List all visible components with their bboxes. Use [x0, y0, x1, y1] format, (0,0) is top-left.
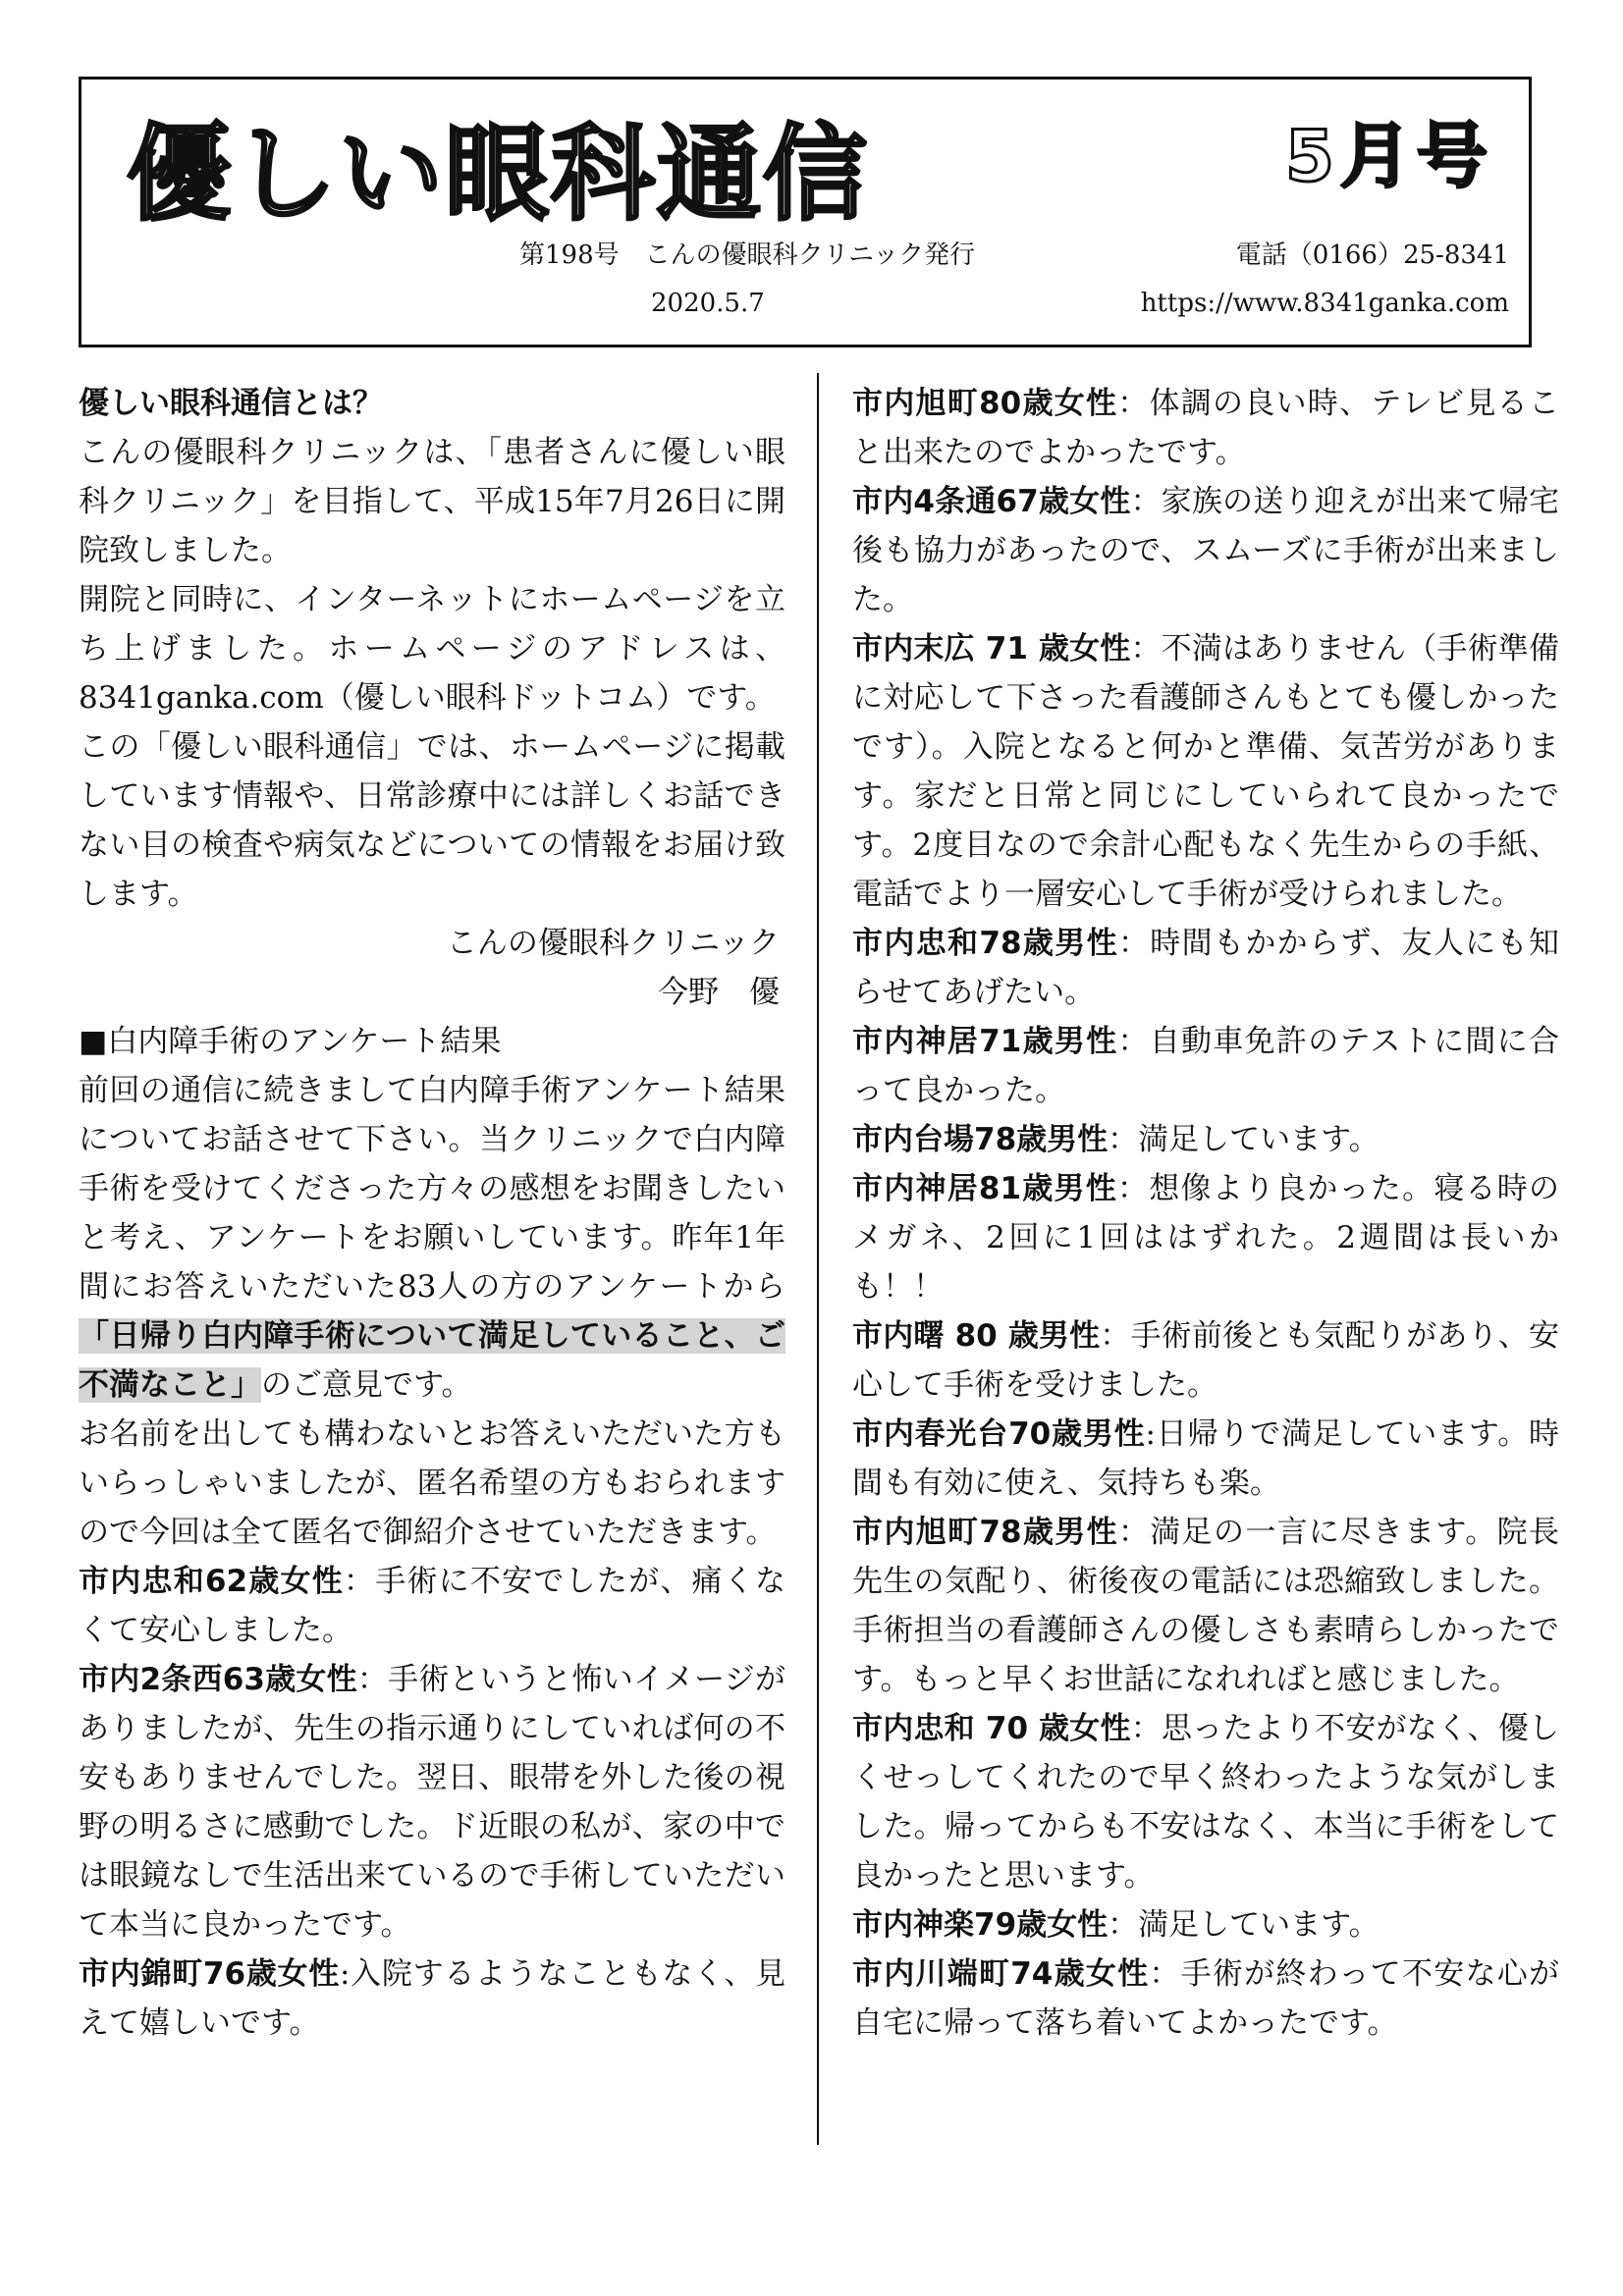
- respondent: 市内末広 71 歳女性: [852, 631, 1131, 667]
- respondent: 市内錦町76歳女性: [79, 1956, 340, 1992]
- response-text: ：不満はありません（手術準備に対応して下さった看護師さんもとても優しかったです）。入院となると何かと準備、気苦労があります。家だと日常と同じにしていられて良かったです。2度目なので余計心配もなく先生からの手紙、電話でより一層安心して手術が受けられました。: [852, 631, 1559, 912]
- respondent: 市内台場78歳男性: [852, 1122, 1109, 1157]
- masthead: [79, 77, 1532, 347]
- response-text: ：手術前後とも気配りがあり、安心して手術を受けました。: [852, 1318, 1559, 1403]
- phone-number: 電話（0166）25-8341: [1235, 240, 1509, 270]
- response-item: [79, 1557, 785, 1655]
- response-item: [852, 1704, 1559, 1900]
- respondent: 市内忠和78歳男性: [852, 926, 1118, 961]
- signature-clinic: こんの優眼科クリニック: [446, 926, 780, 961]
- intro-paragraph: こんの優眼科クリニックは、「患者さんに優しい眼科クリニック」を目指して、平成15年7月26日に開院致しました。: [79, 435, 785, 568]
- response-text: ：手術に不安でしたが、痛くなくて安心しました。: [79, 1564, 786, 1648]
- response-item: [852, 1949, 1559, 2048]
- response-item: [852, 1164, 1559, 1311]
- response-text: :日帰りで満足しています。時間も有効に使え、気持ちも楽。: [852, 1416, 1560, 1501]
- response-text: ：満足しています。: [1108, 1907, 1380, 1943]
- response-item: [79, 1949, 785, 2048]
- column-divider: [817, 373, 819, 2145]
- response-item: [79, 1655, 785, 1949]
- respondent: 市内旭町78歳男性: [852, 1515, 1118, 1550]
- survey-paragraph: お名前を出しても構わないとお答えいただいた方もいらっしゃいましたが、匿名希望の方もおられますので今回は全て匿名で御紹介させていただきます。: [79, 1416, 785, 1550]
- response-text: ：体調の良い時、テレビ見ること出来たのでよかったです。: [852, 386, 1559, 470]
- response-item: [852, 1900, 1559, 1949]
- respondent: 市内忠和62歳女性: [79, 1564, 344, 1599]
- left-column: [79, 379, 785, 2048]
- response-item: [852, 1311, 1559, 1410]
- response-item: [852, 624, 1559, 919]
- response-item: [852, 477, 1559, 624]
- respondent: 市内神楽79歳女性: [852, 1907, 1109, 1943]
- respondent: 市内2条西63歳女性: [79, 1662, 357, 1697]
- survey-paragraph: [79, 1066, 785, 1410]
- issue-date: 2020.5.7: [651, 289, 765, 318]
- intro-paragraph: この「優しい眼科通信」では、ホームページに掲載しています情報や、日常診療中には詳しくお話できない目の検査や病気などについての情報をお届け致します。: [79, 729, 785, 912]
- survey-text: 前回の通信に続きまして白内障手術アンケート結果についてお話させて下さい。当クリニックで白内障手術を受けてくださった方々の感想をお聞きしたいと考え、アンケートをお願いしています。昨年1年間にお答えいただいた83人の方のアンケートから: [79, 1073, 785, 1305]
- right-column: [852, 379, 1559, 2048]
- response-item: [852, 1508, 1559, 1704]
- response-text: ：手術が終わって不安な心が自宅に帰って落ち着いてよかったです。: [852, 1956, 1559, 2041]
- response-text: ：自動車免許のテストに間に合って良かった。: [852, 1024, 1559, 1108]
- response-text: ：満足しています。: [1108, 1122, 1380, 1157]
- response-text: ：家族の送り迎えが出来て帰宅後も協力があったので、スムーズに手術が出来ました。: [852, 484, 1559, 617]
- response-item: [852, 379, 1559, 477]
- survey-text: のご意見です。: [261, 1367, 472, 1403]
- response-text: :入院するようなこともなく、見えて嬉しいです。: [79, 1956, 785, 2041]
- response-item: [852, 919, 1559, 1017]
- response-text: ：想像より良かった。寝る時のメガネ、2回に1回ははずれた。2週間は長いかも！！: [852, 1171, 1560, 1305]
- response-item: [852, 1017, 1559, 1115]
- respondent: 市内神居71歳男性: [852, 1024, 1118, 1059]
- respondent: 市内旭町80歳女性: [852, 386, 1118, 421]
- intro-paragraph: 開院と同時に、インターネットにホームページを立ち上げました。ホームページのアドレスは、8341ganka.com（優しい眼科ドットコム）です。: [79, 582, 785, 716]
- response-item: [852, 1410, 1559, 1508]
- respondent: 市内4条通67歳女性: [852, 484, 1131, 519]
- respondent: 市内春光台70歳男性: [852, 1416, 1146, 1452]
- issue-month: 5月号: [1284, 115, 1493, 197]
- response-text: ：手術というと怖いイメージがありましたが、先生の指示通りにしていれば何の不安もありませんでした。翌日、眼帯を外した後の視野の明るさに感動でした。ド近眼の私が、家の中では眼鏡なしで生活出来ているので手術していただいて本当に良かったです。: [79, 1662, 785, 1943]
- respondent: 市内忠和 70 歳女性: [852, 1711, 1131, 1746]
- survey-heading: ■白内障手術のアンケート結果: [79, 1024, 502, 1059]
- intro-heading: 優しい眼科通信とは？: [79, 386, 383, 421]
- respondent: 市内神居81歳男性: [852, 1171, 1117, 1206]
- respondent: 市内曙 80 歳男性: [852, 1318, 1101, 1354]
- website-url: https://www.8341ganka.com: [1140, 289, 1509, 318]
- response-text: ：満足の一言に尽きます。院長先生の気配り、術後夜の電話には恐縮致しました。手術担当の看護師さんの優しさも素晴らしかったです。もっと早くお世話になれればと感じました。: [852, 1515, 1559, 1697]
- respondent: 市内川端町74歳女性: [852, 1956, 1150, 1992]
- highlighted-phrase: 「日帰り白内障手術について満足していること、ご不満なこと」: [79, 1318, 785, 1403]
- newsletter-title: 優しい眼科通信: [127, 114, 869, 235]
- issue-line: 第198号 こんの優眼科クリニック発行: [519, 240, 976, 270]
- response-item: [852, 1115, 1559, 1164]
- signature-name: 今野 優: [658, 975, 780, 1010]
- response-text: ：時間もかからず、友人にも知らせてあげたい。: [852, 926, 1559, 1010]
- response-text: ：思ったより不安がなく、優しくせっしてくれたので早く終わったような気がしました。帰ってからも不安はなく、本当に手術をして良かったと思います。: [852, 1711, 1559, 1894]
